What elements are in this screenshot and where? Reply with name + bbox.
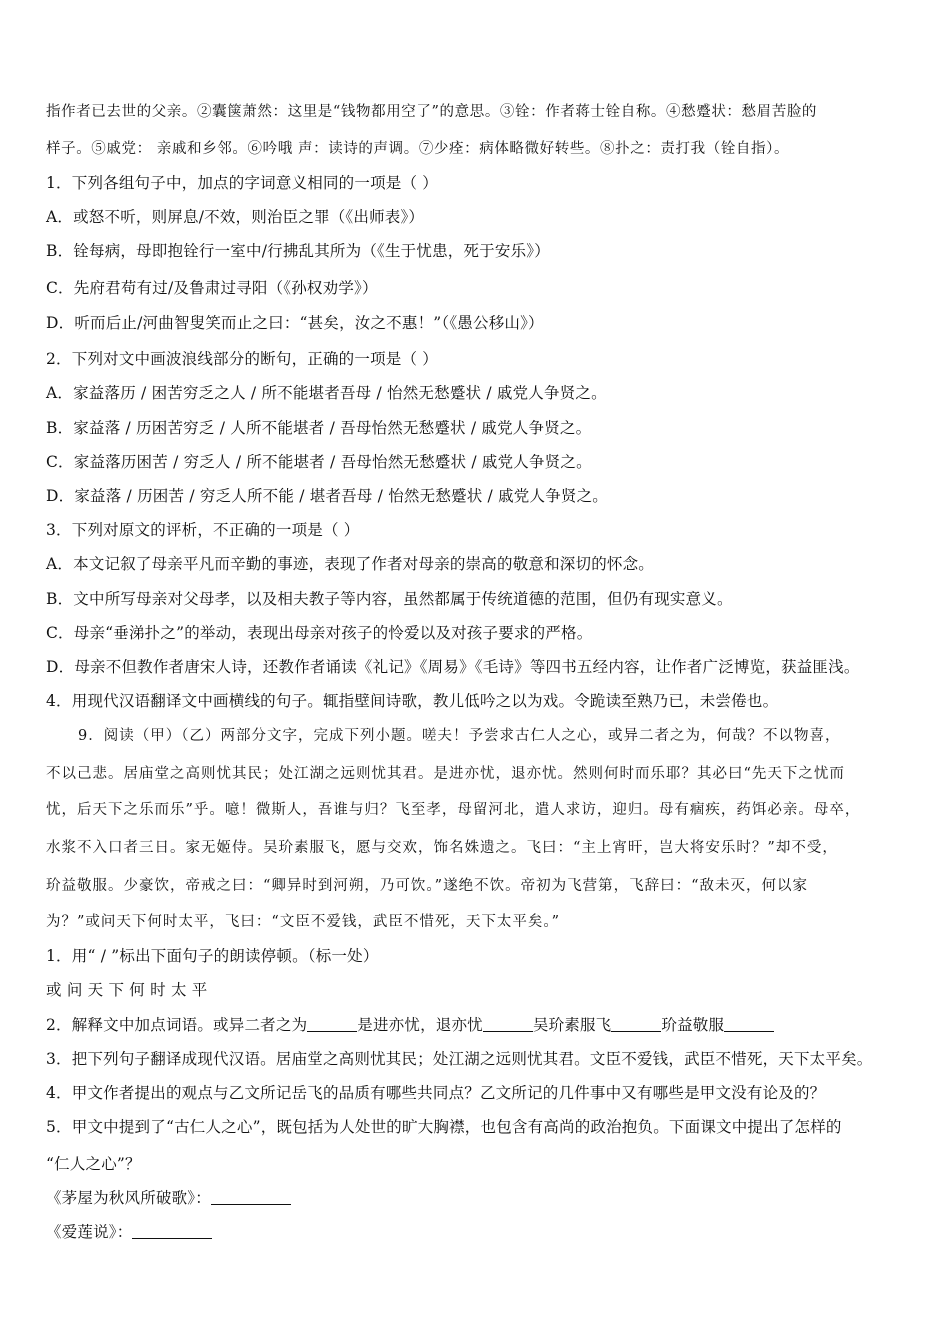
sub-q5-line-2: “仁人之心”？	[46, 1155, 141, 1173]
q2-option-a: A．家益落历 / 困苦穷乏之人 / 所不能堪者吾母 / 怡然无愁蹙状 / 戚党人争贤之。	[46, 384, 607, 402]
q1-stem: 1．下列各组句子中，加点的字词意义相同的一项是（ ）	[46, 174, 438, 192]
sub-q2-line	[46, 1015, 774, 1035]
q9-passage-line-3: 忧，后天下之乐而乐”乎。噫！微斯人，吾谁与归？飞至孝，母留河北，遣人求访，迎归。母有痼疾，药饵必亲。母卒，	[46, 802, 861, 818]
sub-q5-item-b	[46, 1222, 212, 1242]
sub-q2-part-c: 吴玠素服飞	[532, 1016, 612, 1034]
sub-q3-text: 3．把下列句子翻译成现代汉语。居庙堂之高则忧其民；处江湖之远则忧其君。文臣不爱钱，武臣不惜死，天下太平矣。	[46, 1050, 873, 1068]
q2-option-d: D．家益落 / 历困苦 / 穷乏人所不能 / 堪者吾母 / 怡然无愁蹙状 / 戚党人争贤之。	[46, 487, 609, 505]
q9-passage-line-2: 不以己悲。居庙堂之高则忧其民；处江湖之远则忧其君。是进亦忧，退亦忧。然则何时而乐耶？其必曰“先天下之忧而	[46, 766, 845, 782]
sub-q2-part-d: 玠益敬服	[661, 1016, 725, 1034]
q4-text: 4．用现代汉语翻译文中画横线的句子。辄指壁间诗歌，教儿低吟之以为戏。令跪读至熟乃已，未尝倦也。	[46, 692, 779, 710]
sub-q5-item-a-label: 《茅屋为秋风所破歌》：	[46, 1189, 211, 1207]
q1-option-a: A．或怒不听，则屏息/不效，则治臣之罪（《出师表》）	[46, 208, 425, 226]
sub-q4-text: 4．甲文作者提出的观点与乙文所记岳飞的品质有哪些共同点？乙文所记的几件事中又有哪些是甲文没有论及的？	[46, 1084, 826, 1102]
q9-passage-line-4: 水浆不入口者三日。家无姬侍。吴玠素服飞，愿与交欢，饰名姝遗之。飞曰：“主上宵旰，岂大将安乐时？”却不受，	[46, 840, 838, 856]
q9-passage-line-1: 9．阅读（甲）（乙）两部分文字，完成下列小题。嗟夫！予尝求古仁人之心，或异二者之为，何哉？不以物喜，	[78, 728, 841, 744]
q1-option-b: B．铨每病，母即抱铨行一室中/行拂乱其所为（《生于忧患，死于安乐》）	[46, 242, 550, 260]
q2-stem: 2．下列对文中画波浪线部分的断句，正确的一项是（ ）	[46, 350, 438, 368]
answer-blank[interactable]	[611, 1015, 661, 1032]
q3-option-c: C．母亲“垂涕扑之”的举动，表现出母亲对孩子的怜爱以及对孩子要求的严格。	[46, 624, 593, 642]
sub-q5-item-a	[46, 1188, 291, 1208]
q9-passage-line-6: 为？”或问天下何时太平，飞曰：“文臣不爱钱，武臣不惜死，天下太平矣。”	[46, 914, 560, 930]
answer-blank[interactable]	[307, 1015, 357, 1032]
q9-passage-line-5: 玠益敬服。少豪饮，帝戒之曰：“卿异时到河朔，乃可饮。”遂绝不饮。帝初为飞营第，飞辞曰：“敌未灭，何以家	[46, 878, 808, 894]
sub-q1-sentence: 或 问 天 下 何 时 太 平	[46, 981, 208, 999]
answer-blank[interactable]	[724, 1015, 774, 1032]
q3-stem: 3．下列对原文的评析，不正确的一项是（ ）	[46, 521, 360, 539]
sub-q1-stem: 1．用“ / ”标出下面句子的朗读停顿。（标一处）	[46, 947, 379, 965]
answer-blank[interactable]	[211, 1188, 291, 1205]
notes-line-2: 样子。⑤戚党： 亲戚和乡邻。⑥吟哦 声：读诗的声调。⑦少痊：病体略微好转些。⑧扑之：责打我（铨自指）。	[46, 141, 790, 157]
q1-option-c: C．先府君苟有过/及鲁肃过寻阳（《孙权劝学》）	[46, 279, 378, 297]
sub-q2-part-b: 是进亦忧，退亦忧	[357, 1016, 483, 1034]
notes-line-1: 指作者已去世的父亲。②囊箧萧然：这里是“钱物都用空了”的意思。③铨：作者蒋士铨自称。④愁蹙状：愁眉苦脸的	[46, 104, 818, 120]
sub-q2-part-a: 2．解释文中加点词语。或异二者之为	[46, 1016, 308, 1034]
q3-option-a: A．本文记叙了母亲平凡而辛勤的事迹，表现了作者对母亲的崇高的敬意和深切的怀念。	[46, 555, 654, 573]
answer-blank[interactable]	[483, 1015, 533, 1032]
q2-option-c: C．家益落历困苦 / 穷乏人 / 所不能堪者 / 吾母怡然无愁蹙状 / 戚党人争贤之。	[46, 453, 592, 471]
answer-blank[interactable]	[132, 1222, 212, 1239]
sub-q5-item-b-label: 《爱莲说》：	[46, 1223, 133, 1241]
q2-option-b: B．家益落 / 历困苦穷乏 / 人所不能堪者 / 吾母怡然无愁蹙状 / 戚党人争贤之。	[46, 419, 592, 437]
q3-option-b: B．文中所写母亲对父母孝，以及相夫教子等内容，虽然都属于传统道德的范围，但仍有现实意义。	[46, 590, 733, 608]
sub-q5-line-1: 5．甲文中提到了“古仁人之心”，既包括为人处世的旷大胸襟，也包含有高尚的政治抱负。下面课文中提出了怎样的	[46, 1118, 842, 1136]
q3-option-d: D．母亲不但教作者唐宋人诗，还教作者诵读《礼记》《周易》《毛诗》等四书五经内容，让作者广泛博览，获益匪浅。	[46, 658, 860, 676]
q1-option-d: D．听而后止/河曲智叟笑而止之曰：“甚矣，汝之不惠！”（《愚公移山》）	[46, 314, 544, 332]
